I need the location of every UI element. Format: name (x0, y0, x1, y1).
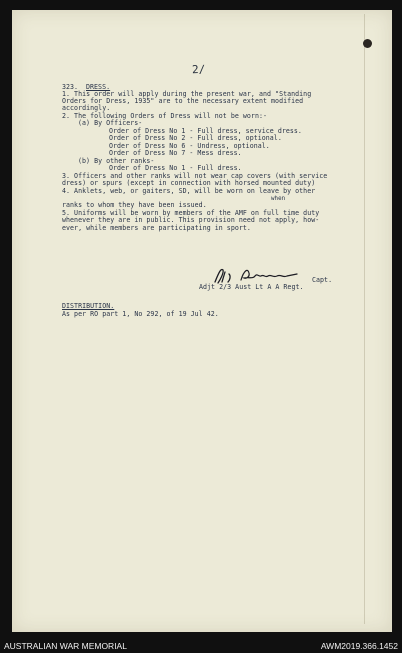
body-line: Orders for Dress, 1935" are to the necessary extent modified (62, 97, 304, 105)
archive-footer (0, 640, 402, 653)
binding-hole (363, 39, 372, 48)
page-number: 2/ (191, 62, 206, 77)
handwritten-insertion: when (271, 196, 286, 202)
body-line: whenever they are in public. This provision need not apply, how- (62, 216, 320, 224)
signature-rank: Capt. (312, 276, 333, 284)
body-line: Order of Dress No 1 - Full dress. (109, 164, 242, 172)
body-line: ever, while members are participating in sport. (62, 224, 251, 232)
body-line: (b) By other ranks- (78, 157, 155, 165)
body-line: accordingly. (62, 104, 111, 112)
distribution-heading: DISTRIBUTION. (62, 302, 115, 310)
order-number: 323. (62, 83, 79, 91)
body-line: Order of Dress No 7 - Mess dress. (109, 149, 242, 157)
body-line: Order of Dress No 2 - Full dress, optional. (109, 134, 282, 142)
body-line: 2. The following Orders of Dress will not be worn:- (62, 112, 268, 120)
signature-title: Adjt 2/3 Aust Lt A A Regt. (199, 283, 304, 291)
distribution-text: As per RO part 1, No 292, of 19 Jul 42. (62, 310, 219, 318)
section-heading: DRESS. (86, 83, 111, 91)
accession-number: AWM2019.366.1452 (320, 641, 398, 651)
body-line: Order of Dress No 6 - Undress, optional. (109, 142, 270, 150)
body-line: (a) By Officers- (78, 119, 143, 127)
body-line: Order of Dress No 1 - Full dress, service dress. (109, 127, 302, 135)
body-line: 4. Anklets, web, or gaiters, SD, will be worn on leave by other (62, 187, 316, 195)
body-line: dress) or spurs (except in connection with horsed mounted duty) (62, 179, 316, 187)
source-label: AUSTRALIAN WAR MEMORIAL (4, 641, 127, 651)
body-line: 1. This order will apply during the present war, and "Standing (62, 90, 312, 98)
body-line: ranks to whom they have been issued. (62, 201, 207, 209)
body-line: 5. Uniforms will be worn by members of the AMF on full time duty (62, 209, 320, 217)
body-line: 3. Officers and other ranks will not wear cap covers (with service (62, 172, 328, 180)
